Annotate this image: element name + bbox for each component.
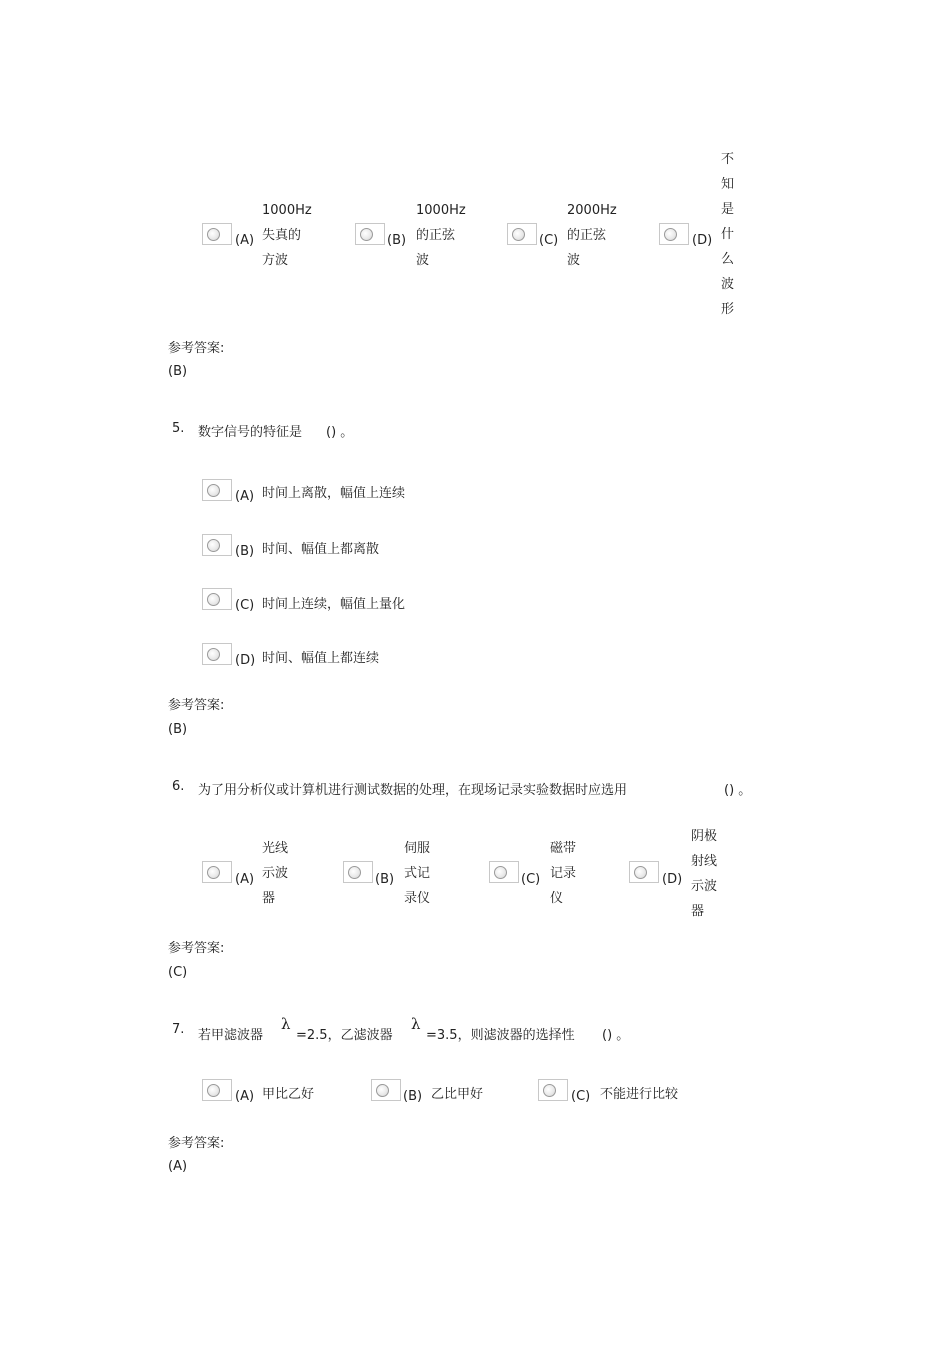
radio-button[interactable] xyxy=(202,534,232,556)
radio-button[interactable] xyxy=(202,588,232,610)
radio-button[interactable] xyxy=(355,223,385,245)
option-text: 光线 示波 器 xyxy=(262,841,289,906)
option-letter: (B) xyxy=(403,1089,423,1104)
option-letter: (C) xyxy=(235,598,255,613)
radio-button[interactable] xyxy=(371,1079,401,1101)
option-letter: (A) xyxy=(235,489,255,504)
radio-button[interactable] xyxy=(507,223,537,245)
answer-value: (C) xyxy=(168,965,188,980)
answer-label: 参考答案: xyxy=(168,698,225,713)
option-text: 甲比乙好 xyxy=(262,1087,315,1102)
radio-button[interactable] xyxy=(202,223,232,245)
option-letter: (C) xyxy=(539,233,559,248)
radio-button[interactable] xyxy=(659,223,689,245)
answer-value: (B) xyxy=(168,722,188,737)
option-letter: (A) xyxy=(235,233,255,248)
radio-button[interactable] xyxy=(202,479,232,501)
question-stem-value: =3.5，则滤波器的选择性 xyxy=(426,1028,575,1043)
radio-button[interactable] xyxy=(343,861,373,883)
lambda-symbol: λ xyxy=(281,1015,291,1033)
option-text: 阴极 射线 示波 器 xyxy=(691,829,718,919)
option-letter: (D) xyxy=(692,233,713,248)
option-text: 乙比甲好 xyxy=(431,1087,484,1102)
question-blank: () 。 xyxy=(326,425,354,440)
option-letter: (B) xyxy=(375,872,395,887)
option-text: 伺服 式记 录仪 xyxy=(404,841,431,906)
radio-button[interactable] xyxy=(202,861,232,883)
option-letter: (A) xyxy=(235,872,255,887)
option-text: 2000Hz 的正弦 波 xyxy=(567,203,617,268)
option-text: 不能进行比较 xyxy=(600,1087,679,1102)
option-text: 1000Hz 的正弦 波 xyxy=(416,203,466,268)
lambda-symbol: λ xyxy=(411,1015,421,1033)
question-number: 6. xyxy=(172,779,185,794)
question-number: 7. xyxy=(172,1022,185,1037)
option-letter: (B) xyxy=(235,544,255,559)
option-letter: (D) xyxy=(662,872,683,887)
option-text: 时间上离散，幅值上连续 xyxy=(262,486,406,501)
radio-button[interactable] xyxy=(538,1079,568,1101)
question-stem: 若甲滤波器 xyxy=(198,1028,264,1043)
radio-button[interactable] xyxy=(202,643,232,665)
radio-button[interactable] xyxy=(202,1079,232,1101)
answer-label: 参考答案: xyxy=(168,941,225,956)
question-stem: 为了用分析仪或计算机进行测试数据的处理，在现场记录实验数据时应选用 xyxy=(198,783,628,798)
question-stem-value: =2.5，乙滤波器 xyxy=(296,1028,393,1043)
answer-label: 参考答案: xyxy=(168,1136,225,1151)
radio-button[interactable] xyxy=(629,861,659,883)
option-letter: (C) xyxy=(571,1089,591,1104)
option-letter: (A) xyxy=(235,1089,255,1104)
option-text: 时间、幅值上都连续 xyxy=(262,651,380,666)
answer-label: 参考答案: xyxy=(168,341,225,356)
radio-button[interactable] xyxy=(489,861,519,883)
option-text: 1000Hz 失真的 方波 xyxy=(262,203,312,268)
option-text: 时间上连续，幅值上量化 xyxy=(262,597,406,612)
question-blank: () 。 xyxy=(724,783,752,798)
option-text: 磁带 记录 仪 xyxy=(550,841,577,906)
question-blank: () 。 xyxy=(602,1028,630,1043)
option-text: 不 知 是 什 么 波 形 xyxy=(721,152,735,317)
option-text: 时间、幅值上都离散 xyxy=(262,542,380,557)
option-letter: (C) xyxy=(521,872,541,887)
option-letter: (B) xyxy=(387,233,407,248)
answer-value: (B) xyxy=(168,364,188,379)
answer-value: (A) xyxy=(168,1159,188,1174)
question-stem: 数字信号的特征是 xyxy=(198,425,303,440)
question-number: 5. xyxy=(172,421,185,436)
option-letter: (D) xyxy=(235,653,256,668)
